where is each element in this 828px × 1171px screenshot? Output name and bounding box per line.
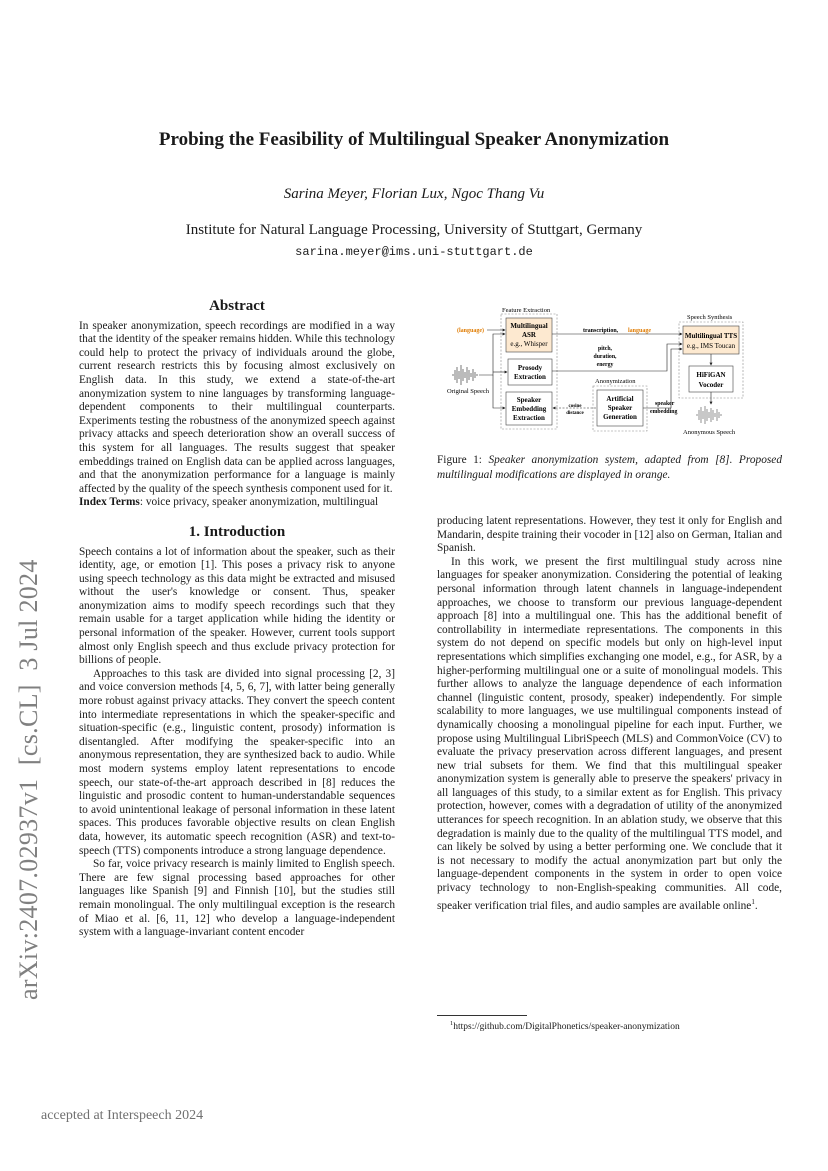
caption-label: Figure 1: <box>437 454 482 466</box>
right-column <box>437 515 782 913</box>
paper-title: Probing the Feasibility of Multilingual Speaker Anonymization <box>158 129 670 150</box>
speech-synthesis-label: Speech Synthesis <box>687 314 733 321</box>
abstract-text: In speaker anonymization, speech recordings are modified in a way that the identity of the speaker remains hidden. While this technology could help to protect the privacy of individuals around the globe, current research restricts this by focusing almost exclusively on English data. In this study, we extend a state-of-the-art anonymization system to nine languages by transforming language-dependent components to their multilingual counterparts. Experiments testing the robustness of the anonymized speech against privacy attacks and speech deterioration show an overall success of this system for all languages. The results suggest that speaker embeddings trained on English data can be applied across languages, and that the anonymization performance for a language is mainly affected by the quality of the speech synthesis component used for it. <box>79 319 395 495</box>
intro-paragraph-4: producing latent representations. However, they test it only for English and Mandarin, despite training their vocoder in [12] also on German, Italian and Spanish. <box>437 515 782 555</box>
intro-heading: 1. Introduction <box>188 523 286 540</box>
prosody-label-1: Prosody <box>517 364 543 372</box>
asr-label-3: e.g., Whisper <box>510 340 548 348</box>
edge-transcription-label: transcription, <box>583 328 619 334</box>
tts-label-2: e.g., IMS Toucan <box>686 342 736 350</box>
intro-paragraph-3: So far, voice privacy research is mainly limited to English speech. There are few signal processing based approaches for other languages like Spanish [9] and Finnish [10], but the studies still remain monolingual. The only multilingual exception is the research of Miao et al. [6, 11, 12] who develop a language-independent system with a language-invariant content encoder <box>79 858 395 939</box>
caption-text: Speaker anonymization system, adapted from [8]. Proposed multilingual modifications are displayed in orange. <box>437 454 782 481</box>
edge-cosine-label-2: distance <box>566 411 584 416</box>
footnote-mark: 1 <box>450 1020 454 1027</box>
intro-paragraph-5-text: In this work, we present the first multilingual study across nine languages for speaker anonymization. Considering the potential of leaking personal information through latent channels in language-independent approaches, we choose to transform our previous language-dependent approach [8] into a multilingual one. This has the additional benefit of controllability in intermediate representations. The components in this system do not depend on specific models but only on high-level input representations which simplifies exchanging one model, e.g., for ASR, by a higher-performing multilingual one or a suite of monolingual models. This further allows to analyze the language dependence of each information channel (linguistic content, prosody, speaker) independently. For simple scalability to more languages, we use multilingual components instead of dynamically choosing a monolingual pipeline for each input. Further, we propose using Multilingual LibriSpeech (MLS) and CommonVoice (CV) to evaluate the privacy preservation across different languages, and present new trial subsets for them. We find that this multilingual speaker anonymization system is generally able to preserve the speakers' privacy in all languages of this study, to a similar extent as for English. This privacy protection, however, comes with a degradation of utility of the anonymized utterances for speech recognition. In an ablation study, we observe that this degradation is mainly due to the quality of the multilingual TTS model, and can likely be solved by using a better performing one. We conclude that it is not necessary to modify the actual anonymization part but only the language-dependent components in the system in order to open voice privacy technology to non-English-speaking communities. All code, speaker verification trial files, and audio samples are available online <box>437 555 782 912</box>
gen-label-3: Generation <box>603 413 637 421</box>
prosody-label-2: Extraction <box>514 373 546 381</box>
footnote-rule <box>437 1015 527 1016</box>
gen-label-2: Speaker <box>607 404 633 412</box>
language-input-label: (language) <box>457 328 484 334</box>
original-waveform-icon <box>453 365 477 385</box>
footnote-ref[interactable]: 1 <box>751 897 755 906</box>
acceptance-note: accepted at Interspeech 2024 <box>41 1108 204 1123</box>
left-column <box>79 300 395 940</box>
speaker-embedding-arrow <box>643 349 682 408</box>
paper-authors: Sarina Meyer, Florian Lux, Ngoc Thang Vu <box>283 186 545 202</box>
spk-label-3: Extraction <box>513 414 545 422</box>
intro-paragraph-5 <box>437 556 782 913</box>
edge-pitch-label-2: duration, <box>593 354 617 360</box>
voc-label-1: HiFiGAN <box>696 371 726 379</box>
anonymous-speech-label: Anonymous Speech <box>683 429 736 436</box>
intro-paragraph-2: Approaches to this task are divided into signal processing [2, 3] and voice conversion methods [4, 5, 6, 7], with latter being generally more robust against privacy attacks. They convert the speech content into intermediate representations in which the speaker-specific and situation-specific (e.g., linguistic content, prosody) information is disentangled. After modifying the speaker-specific into an anonymous representation, they are synthesized back to audio. While most modern systems employ latent representations to encode speech, our state-of-the-art approach described in [8] reduces the linguistic and prosodic content to human-understandable sequences to avoid unintentional leakage of personal information in these latent spaces. This produces favorable objective results on clean English data, however, its automatic speech recognition (ASR) and text-to-speech (TTS) components introduce a strong language dependence. <box>79 667 395 857</box>
edge-cosine-label-1: cosine <box>568 404 582 409</box>
edge-pitch-label-3: energy <box>596 362 614 368</box>
voc-label-2: Vocoder <box>698 381 724 389</box>
feature-extraction-label: Feature Extraction <box>502 307 551 314</box>
edge-speaker-label-1: speaker <box>655 401 675 407</box>
prosody-box <box>508 359 552 385</box>
edge-language-label: language <box>628 328 652 334</box>
original-speech-label: Original Speech <box>447 388 490 395</box>
prosody-arrow <box>552 344 682 371</box>
index-terms-text: : voice privacy, speaker anonymization, multilingual <box>139 496 379 509</box>
index-terms-label: Index Terms <box>79 496 140 509</box>
asr-label-2: ASR <box>521 331 537 339</box>
index-terms <box>79 496 395 510</box>
figure-caption <box>437 453 782 483</box>
paper-affiliation: Institute for Natural Language Processing, University of Stuttgart, Germany <box>185 222 643 238</box>
anonymization-label: Anonymization <box>595 378 636 385</box>
gen-label-1: Artificial <box>606 395 634 403</box>
author-email[interactable]: sarina.meyer@ims.uni-stuttgart.de <box>295 245 533 259</box>
intro-paragraph-5-end: . <box>754 899 758 912</box>
figure-1-diagram <box>445 304 781 444</box>
spk-label-2: Embedding <box>511 405 547 413</box>
footnote <box>450 1020 780 1032</box>
edge-speaker-label-2: embedding <box>650 409 678 415</box>
tts-label-1: Multilingual TTS <box>684 332 738 340</box>
asr-label-1: Multilingual <box>510 322 548 330</box>
abstract-heading: Abstract <box>209 298 265 314</box>
spk-label-1: Speaker <box>516 396 542 404</box>
arxiv-stamp: arXiv:2407.02937v1 [cs.CL] 3 Jul 2024 <box>14 559 43 1000</box>
intro-paragraph-1: Speech contains a lot of information about the speaker, such as their identity, age, or emotion [1]. This poses a privacy risk to anyone using speech technology as this data might be extracted and misused without the user's knowledge or consent. Thus, speaker anonymization aims to modify speech recordings such that they remain usable for a target application while hiding the identity or personal information of the speaker. However, current tools support almost only English speech and thus exclude privacy protection for billions of people. <box>79 545 395 667</box>
edge-pitch-label-1: pitch, <box>597 346 613 352</box>
anonymous-waveform-icon <box>697 406 721 424</box>
footnote-url[interactable]: https://github.com/DigitalPhonetics/speaker-anonymization <box>453 1022 680 1033</box>
